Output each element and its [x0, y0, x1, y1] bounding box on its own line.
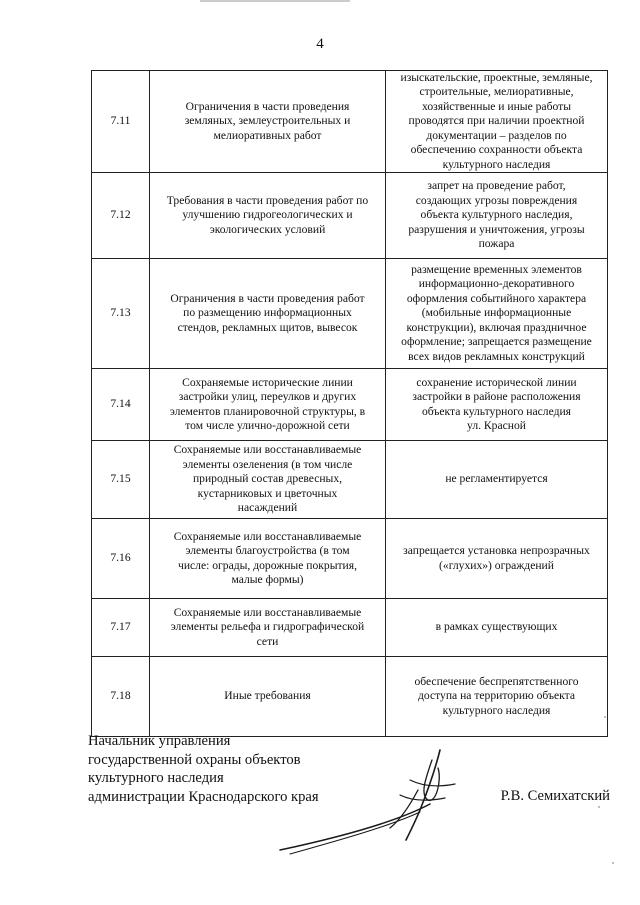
parameter-line: Сохраняемые или восстанавливаемые [173, 443, 362, 457]
parameter-line: элементы рельефа и гидрографической [170, 620, 365, 634]
scan-artifact [200, 0, 350, 2]
value-line: объекта культурного наследия [421, 404, 572, 418]
value-line: («глухих») ограждений [439, 558, 554, 572]
scan-speck [598, 806, 600, 808]
row-parameter [150, 657, 386, 737]
row-number: 7.12 [92, 173, 150, 259]
value-line: строительные, мелиоративные, [419, 85, 574, 99]
parameter-line: экологических условий [209, 222, 326, 236]
parameter-line: по размещению информационных [183, 306, 352, 320]
table-row [92, 259, 608, 369]
row-parameter [150, 259, 386, 369]
row-parameter [150, 441, 386, 519]
parameter-line: стендов, рекламных щитов, вывесок [177, 320, 358, 334]
parameter-line: мелиоративных работ [213, 128, 322, 142]
value-line: оформление; запрещается размещение [401, 335, 592, 349]
table-row [92, 657, 608, 737]
value-line: пожара [478, 237, 515, 251]
parameter-line: Ограничения в части проведения [185, 99, 350, 113]
row-parameter [150, 599, 386, 657]
signatory-title-line: культурного наследия [88, 770, 224, 786]
regulations-table [91, 70, 608, 737]
parameter-line: Сохраняемые или восстанавливаемые [173, 529, 362, 543]
value-line: размещение временных элементов [411, 263, 582, 277]
row-number: 7.13 [92, 259, 150, 369]
parameter-line: природный состав древесных, [192, 472, 343, 486]
value-line: запрещается установка непрозрачных [403, 544, 590, 558]
table-row [92, 519, 608, 599]
signatory-title-line: государственной охраны объектов [88, 751, 301, 768]
row-parameter [150, 71, 386, 173]
value-line: обеспечение беспрепятственного [414, 674, 579, 688]
value-line: объекта культурного наследия, [420, 208, 573, 222]
row-parameter [150, 519, 386, 599]
row-value [386, 369, 608, 441]
scan-speck [612, 862, 614, 864]
value-line: не регламентируется [445, 472, 548, 486]
value-line: информационно-декоративного [418, 277, 575, 291]
row-value [386, 71, 608, 173]
row-value [386, 657, 608, 737]
value-line: документации – разделов по [426, 128, 567, 142]
value-line: обеспечению сохранности объекта [410, 143, 583, 157]
parameter-line: Сохраняемые исторические линии [182, 375, 353, 389]
value-line: проводятся при наличии проектной [408, 114, 585, 128]
table-row [92, 369, 608, 441]
parameter-line: числе: ограды, дорожные покрытия, [178, 558, 357, 572]
row-value [386, 441, 608, 519]
value-line: запрет на проведение работ, [427, 179, 566, 193]
parameter-line: элементов планировочной структуры, в [169, 404, 366, 418]
value-line: доступа на территорию объекта [417, 689, 575, 703]
row-number: 7.17 [92, 599, 150, 657]
table-row [92, 71, 608, 173]
row-number: 7.14 [92, 369, 150, 441]
parameter-line: том числе улично-дорожной сети [185, 418, 350, 432]
value-line: изыскательские, проектные, земляные, [400, 71, 593, 85]
value-line: конструкции), включая праздничное [406, 320, 587, 334]
parameter-line: насаждений [237, 501, 298, 515]
parameter-line: Сохраняемые или восстанавливаемые [173, 605, 362, 619]
row-number: 7.11 [92, 71, 150, 173]
signatory-title-line: Начальник управления [88, 733, 231, 749]
value-line: ул. Красной [467, 418, 526, 432]
row-value [386, 519, 608, 599]
parameter-line: Требования в части проведения работ по [166, 193, 369, 207]
signatory-title-line: администрации Краснодарского края [88, 788, 319, 805]
parameter-line: малые формы) [231, 572, 304, 586]
value-line: хозяйственные и иные работы [422, 99, 571, 113]
row-value [386, 599, 608, 657]
parameter-line: элементы озеленения (в том числе [182, 457, 353, 471]
parameter-line: Ограничения в части проведения работ [170, 291, 365, 305]
row-value [386, 259, 608, 369]
page-number: 4 [316, 36, 324, 52]
handwritten-signature [260, 740, 480, 860]
parameter-line: улучшению гидрогеологических и [182, 208, 353, 222]
parameter-line: кустарниковых и цветочных [197, 486, 338, 500]
parameter-line: сети [256, 634, 279, 648]
signatory-name: Р.В. Семихатский [500, 788, 610, 804]
value-line: разрушения и уничтожения, угрозы [408, 222, 585, 236]
row-number: 7.16 [92, 519, 150, 599]
row-value [386, 173, 608, 259]
parameter-line: земляных, землеустроительных и [184, 114, 351, 128]
table-row [92, 599, 608, 657]
value-line: в рамках существующих [435, 620, 558, 634]
value-line: застройки в районе расположения [412, 390, 581, 404]
value-line: сохранение исторической линии [416, 375, 577, 389]
value-line: создающих угрозы повреждения [415, 193, 578, 207]
row-number: 7.15 [92, 441, 150, 519]
value-line: культурного наследия [442, 157, 551, 171]
parameter-line: Иные требования [224, 689, 311, 703]
row-parameter [150, 173, 386, 259]
value-line: культурного наследия [442, 703, 551, 717]
row-parameter [150, 369, 386, 441]
table-row [92, 441, 608, 519]
row-number: 7.18 [92, 657, 150, 737]
table-row [92, 173, 608, 259]
parameter-line: застройки улиц, переулков и других [178, 390, 357, 404]
value-line: оформления событийного характера [406, 291, 587, 305]
parameter-line: элементы благоустройства (в том [185, 544, 350, 558]
value-line: всех видов рекламных конструкций [408, 349, 585, 363]
scan-speck [604, 716, 606, 718]
value-line: (мобильные информационные [421, 306, 572, 320]
